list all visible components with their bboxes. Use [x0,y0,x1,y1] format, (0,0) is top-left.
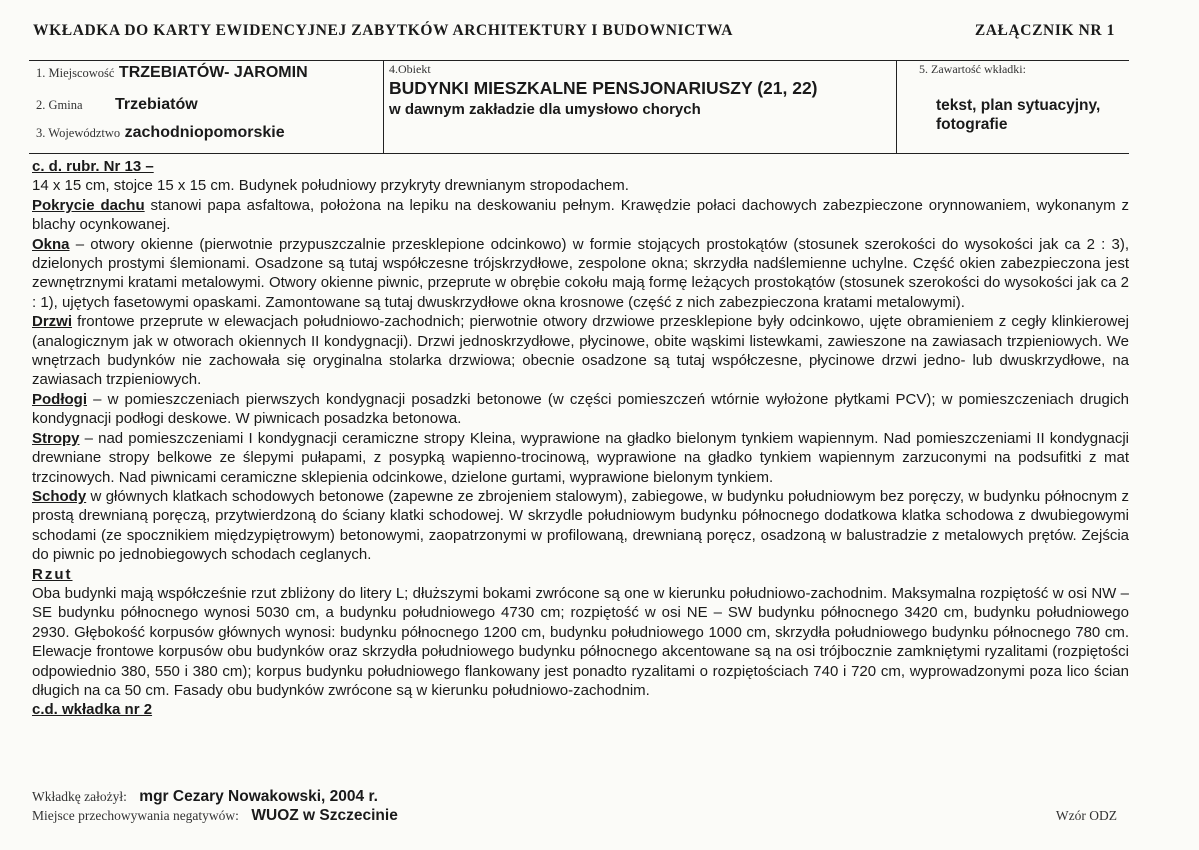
object-title: BUDYNKI MIESZKALNE PENSJONARIUSZY (21, 22) [389,78,818,98]
stairs-text: w głównych klatkach schodowych betonowe (zapewne ze zbrojeniem stalowym), zabiegowe, w budynku południowym bez poręczy, w budynku północnym z prostą drewnianą poręczą, przytwierdzoną do ściany klatki schodowej. W skrzydle południowym budynku północnego dodatkowa klatka schodowa z dwubiegowymi schodami (ze spocznikiem międzypiętrowym) betonowymi, zaopatrzonymi w profilowaną, drewnianą poręcz, osadzoną w balustradzie z metalowych prętów. Zejścia do piwnic po jednobiegowych schodach ceglanych. [32,487,1129,564]
voivodeship-field [36,124,285,142]
storage-value: WUOZ w Szczecinie [251,807,398,824]
doors-heading: Drzwi [32,313,73,331]
commune-label: 2. Gmina [36,98,83,112]
annex-label: ZAŁĄCZNIK NR 1 [974,22,1115,39]
next-insert-heading: c.d. wkładka nr 2 [32,701,153,719]
ceilings-heading: Stropy [32,429,80,447]
commune-value: Trzebiatów [114,96,198,113]
header-top-rule [29,60,1129,61]
roof-heading: Pokrycie dachu [32,196,145,214]
windows-heading: Okna [32,235,70,253]
storage-field [32,807,398,825]
header-bottom-rule [29,153,1129,154]
intro-paragraph: 14 x 15 cm, stojce 15 x 15 cm. Budynek południowy przykryty drewnianym stropodachem. [32,177,629,195]
stairs-section [32,487,1129,565]
plan-heading: Rzut [32,565,73,583]
stairs-heading: Schody [32,487,87,505]
author-value: mgr Cezary Nowakowski, 2004 r. [139,788,378,805]
plan-text: Oba budynki mają współcześnie rzut zbliżony do litery L; dłuższymi bokami zwrócone są one w kierunku południowo-zachodnim. Maksymalna rozpiętość w osi NW – SE budynku północnego wynosi 5030 cm, a budynku południowego 4730 cm; rozpiętość w osi NE – SW budynku północnego 3420 cm, budynku południowego 2930. Głębokość korpusów głównych wynosi: budynku północnego 1200 cm, budynku południowego 1000 cm, skrzydła południowego budynku północnego 780 cm. Elewacje frontowe korpusów obu budynków oraz skrzydła południowego budynku północnego akcentowane są na osi trójbocznie zamkniętymi ryzalitami (rozpiętości odpowiednio 380, 550 i 380 cm); korpus budynku południowego flankowany jest ponadto ryzalitami o rozpiętościach 740 i 720 cm, wyprowadzonymi poza lico ścian długich na ca 50 cm. Fasady obu budynków zwrócone są w kierunku południowo-zachodnim. [32,584,1129,699]
column-divider-1 [383,61,384,153]
voivodeship-value: zachodniopomorskie [124,124,285,141]
ceilings-section [32,429,1129,487]
floors-heading: Podłogi [32,390,87,408]
roof-text: stanowi papa asfaltowa, położona na lepiku na deskowaniu pełnym. Krawędzie połaci dachowych zabezpieczone orynnowaniem, wykonanym z blachy ocynkowanej. [32,196,1130,234]
object-subtitle: w dawnym zakładzie dla umysłowo chorych [389,101,701,118]
doors-text: frontowe przeprute w elewacjach południowo-zachodnich; pierwotnie otwory drzwiowe przesklepione były odcinkowo, ujęte obramieniem z cegły klinkierowej (analogicznym jak w otworach okiennych II kondygnacji). Drzwi jednoskrzydłowe, płycinowe, obite wąskimi listewkami, zawieszone na zawiasach trzpieniowych. We wnętrzach budynków nie zachowała się oryginalna stolarka drzwiowa; obecnie osadzone są tutaj współczesne, płycinowe drzwi jedno- lub dwuskrzydłowe, na zawiasach trzpieniowych. [32,313,1129,389]
doors-section [32,312,1129,390]
author-field [32,788,378,806]
locality-label: 1. Miejscowość [36,66,115,80]
floors-section [32,390,1129,429]
description-body [32,157,1129,720]
storage-label: Miejsce przechowywania negatywów: [32,808,239,823]
template-label: Wzór ODZ [1055,808,1117,823]
contents-value: tekst, plan sytuacyjny, fotografie [936,97,1101,133]
document-title: WKŁADKA DO KARTY EWIDENCYJNEJ ZABYTKÓW ARCHITEKTURY I BUDOWNICTWA [33,22,734,39]
column-divider-2 [896,61,897,153]
contents-label: 5. Zawartość wkładki: [919,62,1026,76]
roof-section [32,196,1129,235]
windows-text: – otwory okienne (pierwotnie przypuszczalnie przesklepione odcinkowo) w formie stojących prostokątów (stosunek szerokości do wysokości jak ca 2 : 3), dzielonych prostymi ślemionami. Osadzone są tutaj współczesne trójskrzydłowe, zespolone okna; skrzydła nadślemienne uchylne. Część okien zabezpieczona jest zewnętrznymi kratami metalowymi. Otwory okienne piwnic, przeprute w obrębie cokołu mają formę leżących prostokątów (stosunek szerokości do wysokości jak ca 2 : 1), ujętych fasetowymi opaskami. Zamontowane są tutaj dwuskrzydłowe okna krosnowe (część z nich zabezpieczona kratami metalowymi). [32,235,1129,311]
locality-value: TRZEBIATÓW- JAROMIN [118,64,308,81]
continuation-heading: c. d. rubr. Nr 13 – [32,158,154,175]
locality-field [36,64,308,82]
commune-field [36,96,198,114]
floors-text: – w pomieszczeniach pierwszych kondygnacji posadzki betonowe (w części pomieszczeń wtórnie wyłożone płytkami PCV); w pomieszczeniach drugich kondygnacji podłogi deskowe. W piwnicach posadzka betonowa. [32,390,1129,428]
voivodeship-label: 3. Województwo [36,126,121,140]
windows-section [32,235,1129,313]
object-label: 4.Obiekt [389,62,431,76]
author-label: Wkładkę założył: [32,789,127,804]
ceilings-text: – nad pomieszczeniami I kondygnacji ceramiczne stropy Kleina, wyprawione na gładko bielonym tynkiem wapiennym. Nad pomieszczeniami II kondygnacji drewniane stropy belkowe ze ślepymi pułapami, z posypką wapienno-trocinową, wyprawione na gładko tynkiem wapiennym zarzuconymi na podsufitki z mat trzcinowych. Nad piwnicami ceramiczne sklepienia odcinkowe, dzielone gurtami, wyprawione bielonym tynkiem. [32,429,1129,486]
